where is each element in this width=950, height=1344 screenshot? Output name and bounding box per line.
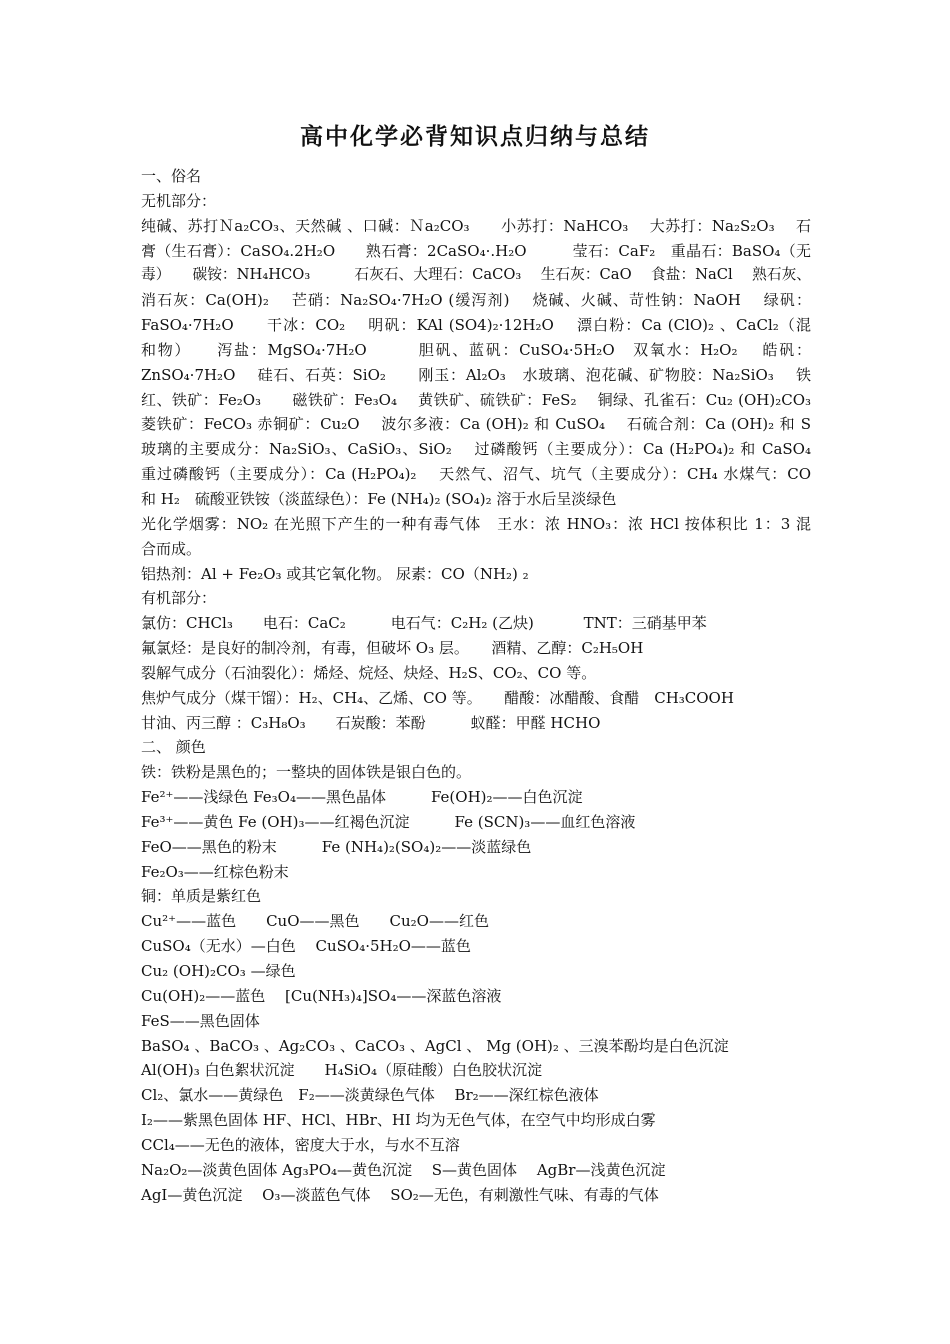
text-line: FeS——黑色固体 xyxy=(141,1011,260,1030)
text-line: 铜：单质是紫红色 xyxy=(141,887,262,906)
text-line: Cu(OH)₂——蓝色 [Cu(NH₃)₄]SO₄——深蓝色溶液 xyxy=(141,986,502,1005)
text-line: AgI—黄色沉淀 O₃—淡蓝色气体 SO₂—无色，有刺激性气味、有毒的气体 xyxy=(141,1185,659,1204)
text-line: 无机部分： xyxy=(141,191,217,210)
text-line: 重过磷酸钙（主要成分）：Ca (H₂PO₄)₂ 天然气、沼气、坑气（主要成分）：CH₄ 水煤气：CO xyxy=(141,465,811,484)
text-line: CuSO₄（无水）—白色 CuSO₄·5H₂O——蓝色 xyxy=(141,937,471,956)
text-line: Cu₂ (OH)₂CO₃ —绿色 xyxy=(141,962,296,980)
text-line: Fe³⁺——黄色 Fe (OH)₃——红褐色沉淀 Fe (SCN)₃——血红色溶液 xyxy=(141,812,636,831)
text-line: 膏（生石膏）：CaSO₄.2H₂O 熟石膏：2CaSO₄·.H₂O 莹石：CaF₂ 重晶石：BaSO₄（无 xyxy=(141,241,811,260)
text-line: 红、铁矿：Fe₂O₃ 磁铁矿：Fe₃O₄ 黄铁矿、硫铁矿：FeS₂ 铜绿、孔雀石：Cu₂ (OH)₂CO₃ xyxy=(141,390,811,409)
text-line: 菱铁矿：FeCO₃ 赤铜矿：Cu₂O 波尔多液：Ca (OH)₂ 和 CuSO₄ 石硫合剂：Ca (OH)₂ 和 S xyxy=(141,415,811,434)
text-line: 合而成。 xyxy=(141,539,202,558)
text-line: Cl₂、氯水——黄绿色 F₂——淡黄绿色气体 Br₂——深红棕色液体 xyxy=(141,1086,599,1105)
text-line: Fe₂O₃——红棕色粉末 xyxy=(141,862,289,881)
text-line: Cu²⁺——蓝色 CuO——黑色 Cu₂O——红色 xyxy=(141,912,489,931)
text-line: 氟氯烃：是良好的制冷剂，有毒，但破坏 O₃ 层。 酒精、乙醇：C₂H₅OH xyxy=(141,639,644,658)
text-line: 玻璃的主要成分：Na₂SiO₃、CaSiO₃、SiO₂ 过磷酸钙（主要成分）：Ca (H₂PO₄)₂ 和 CaSO₄ xyxy=(141,440,811,459)
text-line: 光化学烟雾：NO₂ 在光照下产生的一种有毒气体 王水：浓 HNO₃：浓 HCl 按体积比 1：3 混 xyxy=(141,514,811,533)
text-line: CCl₄——无色的液体，密度大于水，与水不互溶 xyxy=(141,1135,460,1154)
text-line: 纯碱、苏打Ｎa₂CO₃、天然碱 、口碱：Ｎa₂CO₃ 小苏打：NaHCO₃ 大苏打：Na₂S₂O₃ 石 xyxy=(141,216,811,235)
text-line: FaSO₄·7H₂O 干冰：CO₂ 明矾：KAl (SO4)₂·12H₂O 漂白粉：Ca (ClO)₂ 、CaCl₂（混 xyxy=(141,316,811,335)
text-line: 裂解气成分（石油裂化）：烯烃、烷烃、炔烃、H₂S、CO₂、CO 等。 xyxy=(141,663,597,682)
text-line: Fe²⁺——浅绿色 Fe₃O₄——黑色晶体 Fe(OH)₂——白色沉淀 xyxy=(141,788,583,807)
text-line: 毒） 碳铵：NH₄HCO₃ 石灰石、大理石：CaCO₃ 生石灰：CaO 食盐：NaCl 熟石灰、 xyxy=(141,266,811,284)
document-body xyxy=(141,164,811,1207)
text-line: 氯仿：CHCl₃ 电石：CaC₂ 电石气：C₂H₂ (乙炔) TNT：三硝基甲苯 xyxy=(141,614,707,633)
text-line: 二、 颜色 xyxy=(141,738,206,757)
text-line: FeO——黑色的粉末 Fe (NH₄)₂(SO₄)₂——淡蓝绿色 xyxy=(141,837,532,856)
text-line: 和物） 泻盐：MgSO₄·7H₂O 胆矾、蓝矾：CuSO₄·5H₂O 双氧水：H₂O₂ 皓矾： xyxy=(141,340,811,359)
text-line: I₂——紫黑色固体 HF、HCl、HBr、HI 均为无色气体，在空气中均形成白雾 xyxy=(141,1111,656,1130)
text-line: 消石灰：Ca(OH)₂ 芒硝：Na₂SO₄·7H₂O (缓泻剂) 烧碱、火碱、苛性钠：NaOH 绿矾： xyxy=(141,291,811,310)
text-line: ZnSO₄·7H₂O 硅石、石英：SiO₂ 刚玉：Al₂O₃ 水玻璃、泡花碱、矿物胶：Na₂SiO₃ 铁 xyxy=(141,365,811,384)
text-line: 有机部分： xyxy=(141,589,217,608)
text-line: Na₂O₂—淡黄色固体 Ag₃PO₄—黄色沉淀 S—黄色固体 AgBr—浅黄色沉淀 xyxy=(141,1160,666,1179)
text-line: BaSO₄ 、BaCO₃ 、Ag₂CO₃ 、CaCO₃ 、AgCl 、 Mg (OH)₂ 、三溴苯酚均是白色沉淀 xyxy=(141,1036,729,1055)
text-line: 焦炉气成分（煤干馏）：H₂、CH₄、乙烯、CO 等。 醋酸：冰醋酸、食醋 CH₃COOH xyxy=(141,688,734,707)
text-line: Al(OH)₃ 白色絮状沉淀 H₄SiO₄（原硅酸）白色胶状沉淀 xyxy=(141,1061,542,1080)
text-line: 铁：铁粉是黑色的；一整块的固体铁是银白色的。 xyxy=(141,763,472,782)
text-line: 铝热剂：Al + Fe₂O₃ 或其它氧化物。 尿素：CO（NH₂) ₂ xyxy=(141,564,529,583)
page-title: 高中化学必背知识点归纳与总结 xyxy=(300,123,650,150)
text-line: 一、俗名 xyxy=(141,167,202,185)
text-line: 和 H₂ 硫酸亚铁铵（淡蓝绿色）：Fe (NH₄)₂ (SO₄)₂ 溶于水后呈淡绿色 xyxy=(141,489,617,508)
text-line: 甘油、丙三醇 ：C₃H₈O₃ 石炭酸：苯酚 蚁醛：甲醛 HCHO xyxy=(141,713,601,732)
